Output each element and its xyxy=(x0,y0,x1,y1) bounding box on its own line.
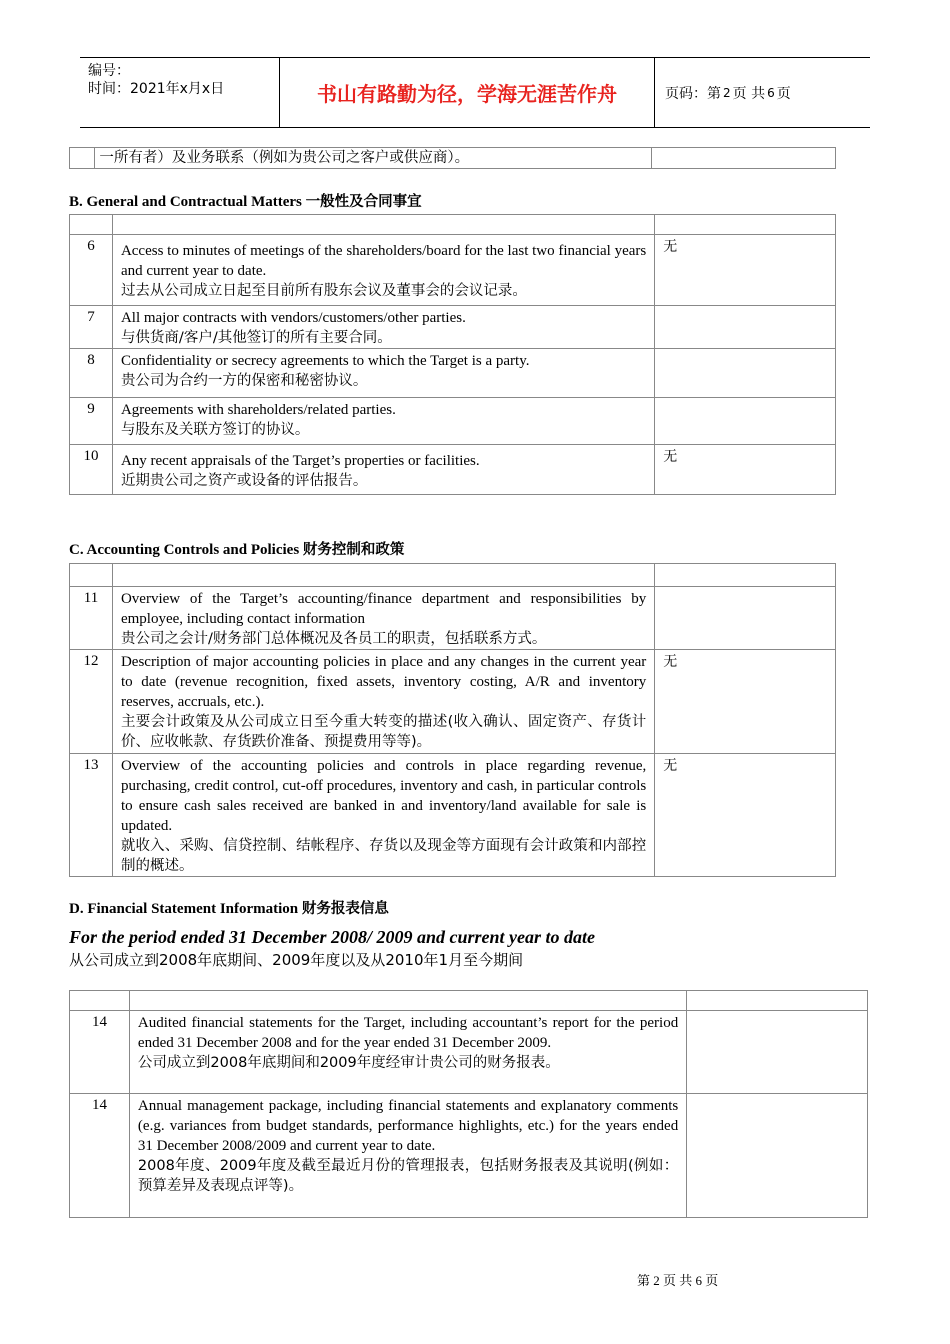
row-text-en: Confidentiality or secrecy agreements to which the Target is a party. xyxy=(120,353,530,369)
row-number: 10 xyxy=(70,445,113,495)
table-row xyxy=(70,148,836,169)
document-number-label: 编号： xyxy=(88,63,130,79)
row-text-zh: 公司成立到2008年底期间和2009年度经审计贵公司的财务报表。 xyxy=(137,1055,560,1071)
table-row xyxy=(70,1011,868,1094)
row-text-en: All major contracts with vendors/customers/other parties. xyxy=(120,310,466,326)
row-answer: 无 xyxy=(655,650,836,754)
row-answer: 无 xyxy=(655,235,836,306)
row-text-en: Overview of the accounting policies and controls in place regarding revenue, purchasing, credit control, cut-off procedures, inventory and cash, in particular controls to ensure cash sales received are banked in and inventory/land available for sale is updated. xyxy=(120,758,647,834)
table-row xyxy=(70,445,836,495)
table-header-row xyxy=(70,215,836,235)
table-row xyxy=(70,349,836,398)
header-page-info xyxy=(655,58,870,127)
row-text-en: Description of major accounting policies in place and any changes in the current year to date (revenue recognition, fixed assets, inventory costing, A/R and inventory reserves, accruals, etc.). xyxy=(120,654,647,710)
table-row xyxy=(70,650,836,754)
table-row xyxy=(70,235,836,306)
row-answer xyxy=(655,398,836,445)
section-b-title: B. General and Contractual Matters xyxy=(69,194,302,210)
row-text-en: Overview of the Target’s accounting/finance department and responsibilities by employee, including contact information xyxy=(120,591,647,627)
row-answer xyxy=(655,306,836,349)
section-c-title-zh: 财务控制和政策 xyxy=(302,542,405,558)
table-row xyxy=(70,1094,868,1218)
row-number: 13 xyxy=(70,754,113,877)
section-c-heading xyxy=(69,538,404,559)
document-date-label: 时间：2021年x月x日 xyxy=(88,81,225,97)
row-text-zh: 与股东及关联方签订的协议。 xyxy=(120,422,310,438)
section-d-title-zh: 财务报表信息 xyxy=(301,901,389,917)
row-text-zh: 过去从公司成立日起至目前所有股东会议及董事会的会议记录。 xyxy=(120,283,527,299)
row-number: 11 xyxy=(70,587,113,650)
page-suffix: 页 xyxy=(776,85,791,102)
row-answer xyxy=(687,1011,868,1094)
row-number: 6 xyxy=(70,235,113,306)
section-b-heading xyxy=(69,190,422,211)
row-text-zh: 就收入、采购、信贷控制、结帐程序、存货以及现金等方面现有会计政策和内部控制的概述。 xyxy=(120,838,647,874)
row-number: 7 xyxy=(70,306,113,349)
page-mid: 页 共 xyxy=(732,85,766,102)
row-text-zh: 主要会计政策及从公司成立日至今重大转变的描述(收入确认、固定资产、存货计价、应收帐款、存货跌价准备、预提费用等等)。 xyxy=(120,714,647,750)
page-header xyxy=(80,57,870,128)
section-b-table xyxy=(69,214,836,495)
row-number: 14 xyxy=(70,1094,130,1218)
footer-suffix: 页 xyxy=(705,1273,719,1288)
row-number: 14 xyxy=(70,1011,130,1094)
footer-mid: 页 共 xyxy=(663,1273,693,1288)
row-answer xyxy=(655,587,836,650)
table-row xyxy=(70,587,836,650)
section-c-title: C. Accounting Controls and Policies xyxy=(69,542,300,558)
page-total: 6 xyxy=(767,85,775,100)
page-prefix: 页码：第 xyxy=(665,85,721,102)
row-text-en: Access to minutes of meetings of the shareholders/board for the last two financial years and current year to date. xyxy=(120,243,647,279)
footer-prefix: 第 xyxy=(637,1273,651,1288)
row-answer: 无 xyxy=(655,445,836,495)
row-text-zh: 2008年度、2009年度及截至最近月份的管理报表，包括财务报表及其说明(例如：预算差异及表现点评等)。 xyxy=(137,1158,679,1194)
row-text-en: Annual management package, including financial statements and explanatory comments (e.g. variances from budget standards, performance highlights, etc.) for the years ended 31 December 2008/2009 and current year to date. xyxy=(137,1098,679,1154)
row-text-zh: 近期贵公司之资产或设备的评估报告。 xyxy=(120,473,368,489)
table-row xyxy=(70,398,836,445)
header-meta xyxy=(80,58,280,127)
row-number: 9 xyxy=(70,398,113,445)
row-number: 8 xyxy=(70,349,113,398)
footer-total: 6 xyxy=(695,1273,703,1288)
section-d-table xyxy=(69,990,868,1218)
section-b-title-zh: 一般性及合同事宜 xyxy=(305,194,422,210)
row-answer xyxy=(687,1094,868,1218)
row-text-en: Any recent appraisals of the Target’s properties or facilities. xyxy=(120,453,480,469)
header-motto: 书山有路勤为径，学海无涯苦作舟 xyxy=(280,58,655,127)
footer-current: 2 xyxy=(653,1273,660,1288)
table-row xyxy=(70,306,836,349)
row-text-zh: 贵公司为合约一方的保密和秘密协议。 xyxy=(120,373,368,389)
section-d-heading xyxy=(69,897,389,918)
row-number: 12 xyxy=(70,650,113,754)
row-answer xyxy=(655,349,836,398)
row-answer: 无 xyxy=(655,754,836,877)
continuation-table xyxy=(69,147,836,169)
continuation-text: 一所有者）及业务联系（例如为贵公司之客户或供应商）。 xyxy=(95,148,652,169)
section-d-title: D. Financial Statement Information xyxy=(69,901,299,917)
section-c-table xyxy=(69,563,836,877)
page-current: 2 xyxy=(723,85,731,100)
table-header-row xyxy=(70,564,836,587)
row-text-zh: 与供货商/客户/其他签订的所有主要合同。 xyxy=(120,330,392,346)
row-text-en: Agreements with shareholders/related parties. xyxy=(120,402,396,418)
row-text-en: Audited financial statements for the Target, including accountant’s report for the period ended 31 December 2008 and for the year ended 31 December 2009. xyxy=(137,1015,679,1051)
section-d-period-zh: 从公司成立到2008年底期间、2009年度以及从2010年1月至今期间 xyxy=(69,951,524,969)
table-header-row xyxy=(70,991,868,1011)
row-text-zh: 贵公司之会计/财务部门总体概况及各员工的职责，包括联系方式。 xyxy=(120,631,547,647)
page-footer xyxy=(637,1270,718,1289)
section-d-period-en: For the period ended 31 December 2008/ 2009 and current year to date xyxy=(69,927,595,947)
table-row xyxy=(70,754,836,877)
